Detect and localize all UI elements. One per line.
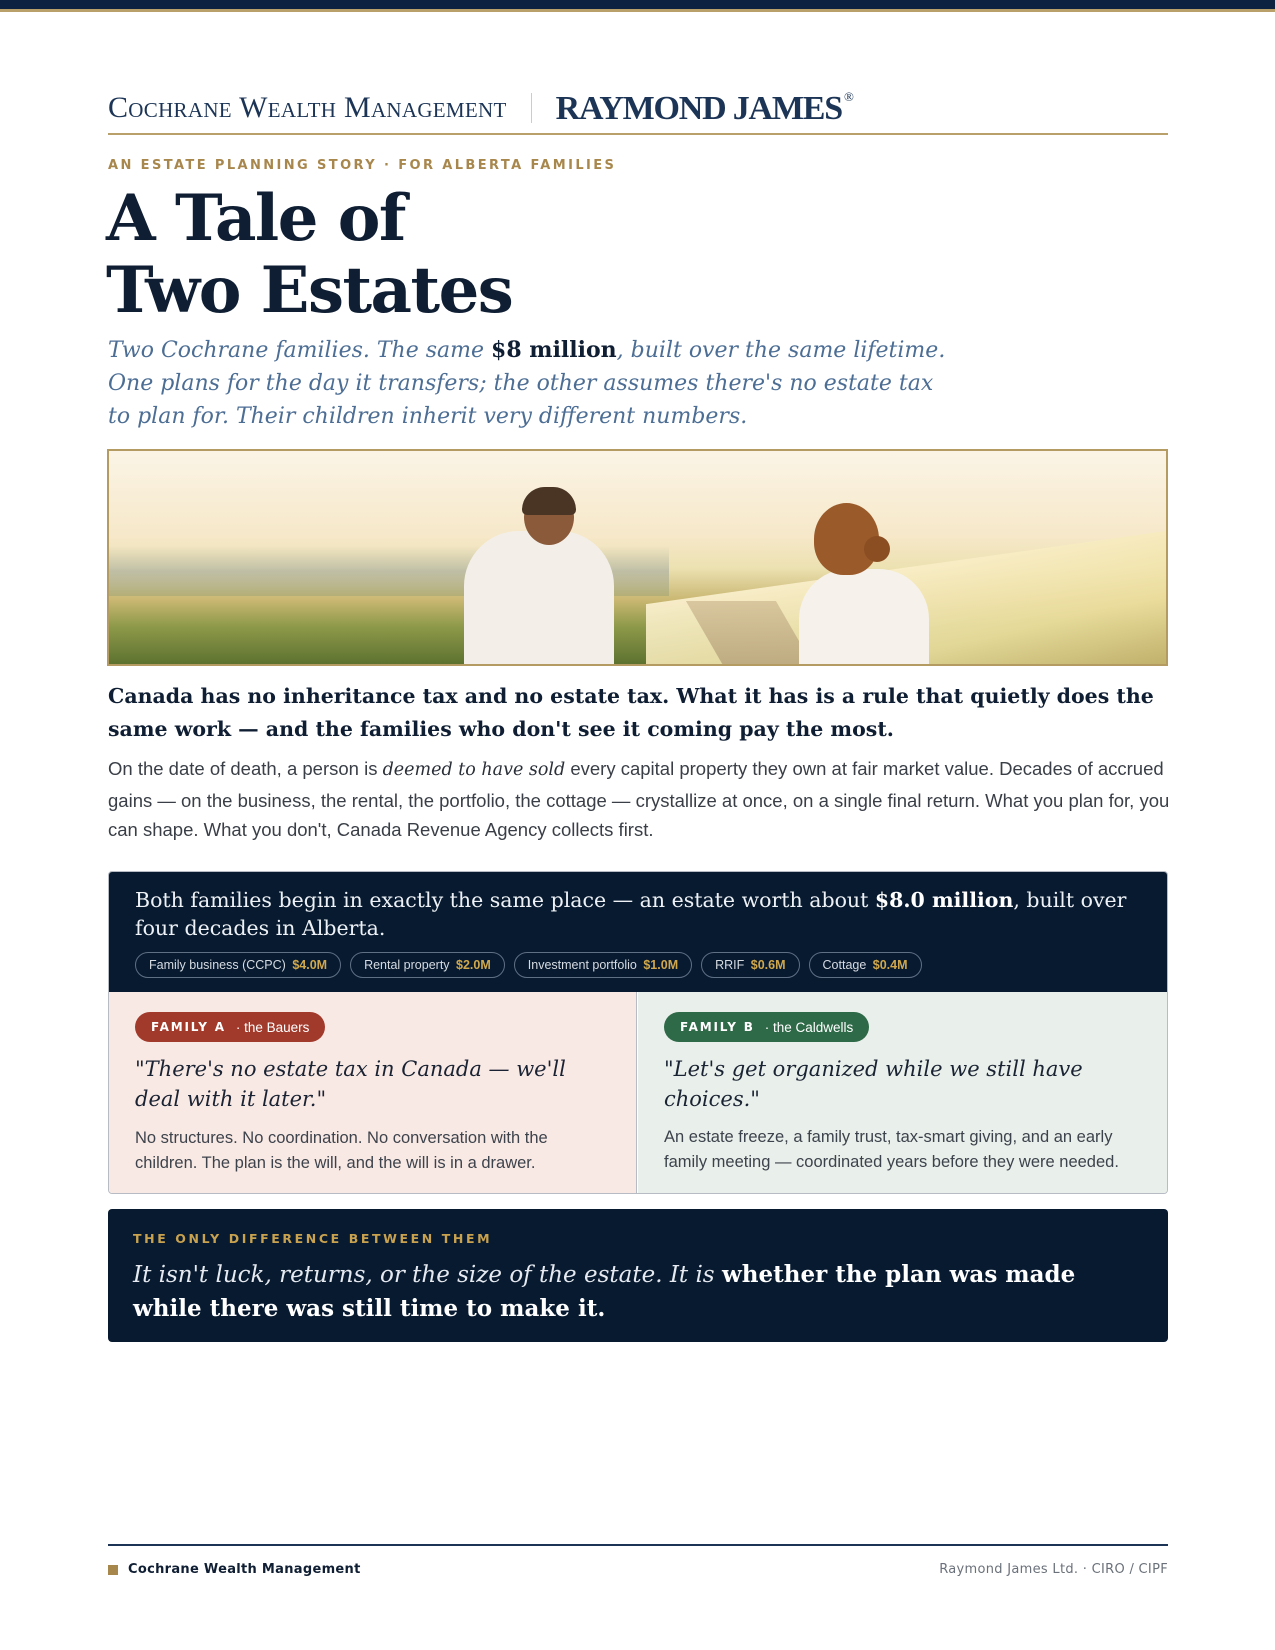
family-a-name: · the Bauers — [235, 1019, 310, 1035]
asset-chip — [701, 952, 799, 978]
family-a-tag: FAMILY A — [151, 1020, 226, 1034]
title-line-1: A Tale of — [106, 181, 405, 256]
logo-wordmark: RAYMOND JAMES — [555, 89, 842, 127]
intro-part-1: Both families begin in exactly the same place — an estate worth about — [135, 888, 875, 912]
family-a-description: No structures. No coordination. No conversation with the children. The plan is the will, and the will is in a drawer. — [135, 1129, 548, 1172]
body-part-2: every capital property they own at fair market value. Decades of accrued gains — on the business, the rental, the portfolio, the cottage — crystallize at once, on a single final return. What you plan for, you can shape. What you don't, Canada Revenue Agency collects first. — [108, 758, 1170, 840]
asset-value: $4.0M — [292, 958, 328, 972]
photo-man-hair — [522, 487, 576, 515]
lead-paragraph: Canada has no inheritance tax and no estate tax. What it has is a rule that quietly does the same work — and the families who don't see it coming pay the most. — [108, 684, 1154, 741]
asset-value: $2.0M — [456, 958, 491, 972]
raymond-james-logo — [556, 89, 854, 128]
comparison-header — [109, 872, 1168, 992]
photo-woman-hair-bun — [864, 536, 890, 562]
family-b-column — [638, 992, 1168, 1194]
family-b-quote: "Let's get organized while we still have choices." — [664, 1057, 1083, 1111]
title-line-2: Two Estates — [106, 253, 513, 328]
footer-rule — [108, 1544, 1168, 1546]
callout-statement — [133, 1258, 1143, 1326]
callout-kicker: THE ONLY DIFFERENCE BETWEEN THEM — [133, 1231, 493, 1246]
asset-label: Family business (CCPC) — [149, 958, 286, 972]
callout-bold: whether the plan was made while there was still time to make it. — [133, 1261, 1076, 1322]
photo-woman-figure — [799, 569, 929, 666]
asset-chip — [809, 952, 922, 978]
top-navy-rule — [0, 0, 1275, 9]
asset-chips — [135, 952, 922, 978]
firm-name: Cochrane Wealth Management — [108, 91, 507, 124]
header-divider — [531, 93, 532, 123]
top-gold-rule — [0, 9, 1275, 12]
family-a-column — [109, 992, 637, 1194]
family-a-badge — [135, 1012, 325, 1042]
asset-label: Investment portfolio — [527, 958, 637, 972]
asset-chip — [135, 952, 341, 978]
family-comparison-panel — [108, 871, 1168, 1194]
asset-value: $0.4M — [872, 958, 908, 972]
asset-value: $1.0M — [643, 958, 679, 972]
asset-label: Cottage — [822, 958, 867, 972]
comparison-intro — [135, 886, 1145, 942]
asset-chip — [514, 952, 692, 978]
registered-mark: ® — [843, 88, 854, 104]
footer-firm-name: Cochrane Wealth Management — [128, 1562, 361, 1577]
asset-chip — [350, 952, 505, 978]
body-part-1: On the date of death, a person is — [108, 758, 383, 779]
key-difference-callout — [108, 1209, 1168, 1342]
dek-amount: $8 million — [491, 337, 617, 363]
family-a-quote: "There's no estate tax in Canada — we'll deal with it later." — [135, 1057, 566, 1111]
footer-firm-block — [108, 1562, 361, 1577]
callout-italic: It isn't luck, returns, or the size of the estate. It is — [133, 1262, 722, 1288]
asset-label: Rental property — [364, 958, 450, 972]
page-title — [106, 183, 806, 327]
family-b-name: · the Caldwells — [764, 1019, 854, 1035]
body-emphasis: deemed to have sold — [382, 760, 566, 780]
family-b-tag: FAMILY B — [680, 1020, 755, 1034]
intro-part-2: , built over four decades in Alberta. — [135, 888, 1127, 940]
story-kicker: AN ESTATE PLANNING STORY · FOR ALBERTA FAMILIES — [108, 158, 617, 173]
hero-photo-couple-in-field — [107, 449, 1168, 666]
family-b-description: An estate freeze, a family trust, tax-smart giving, and an early family meeting — coordinated years before they were needed. — [664, 1128, 1119, 1171]
footer-legal: Raymond James Ltd. · CIRO / CIPF — [939, 1562, 1168, 1577]
asset-label: RRIF — [715, 958, 745, 972]
subtitle-dek — [108, 334, 948, 433]
letterhead — [108, 80, 1168, 136]
gold-square-icon — [108, 1565, 118, 1575]
photo-man-figure — [464, 531, 614, 666]
asset-value: $0.6M — [750, 958, 786, 972]
dek-part-2: , built over the same lifetime. One plans for the day it transfers; the other assumes there's no estate tax to plan for. Their children inherit very different numbers. — [108, 338, 946, 429]
intro-amount: $8.0 million — [874, 888, 1014, 912]
body-paragraph — [108, 754, 1173, 845]
dek-part-1: Two Cochrane families. The same — [108, 338, 492, 363]
header-rule — [108, 133, 1168, 135]
family-b-badge — [664, 1012, 869, 1042]
